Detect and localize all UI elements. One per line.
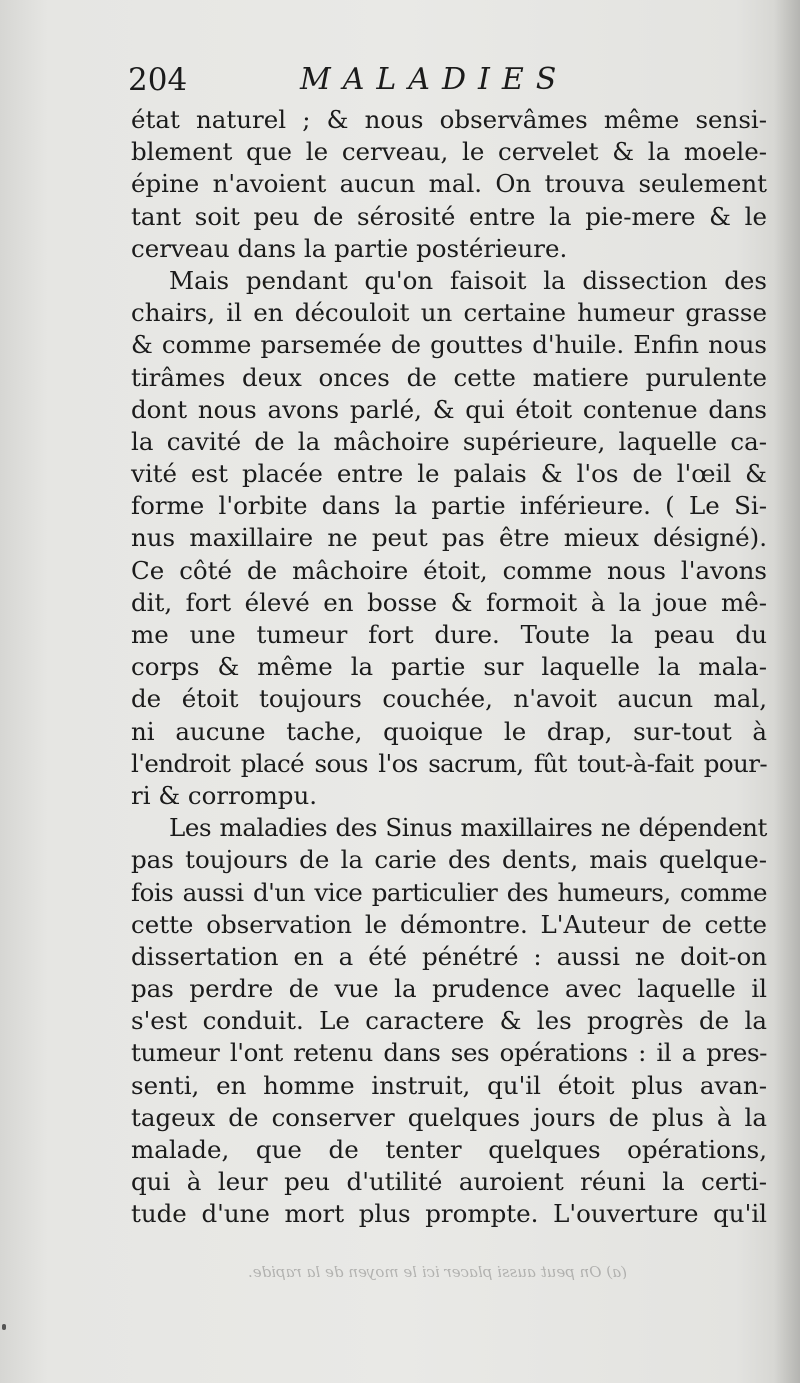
text-line: nus maxillaire ne peut pas être mieux désigné). <box>131 523 767 553</box>
text-line: senti, en homme instruit, qu'il étoit plus avan- <box>131 1070 767 1100</box>
bleed-through-text: (a) On peut aussi placer ici le moyen de la rapide. <box>248 1263 627 1281</box>
text-line: Les maladies des Sinus maxillaires ne dépendent <box>169 813 767 843</box>
text-line: malade, que de tenter quelques opérations, <box>131 1135 767 1164</box>
text-line: qui à leur peu d'utilité auroient réuni la certi- <box>131 1167 767 1197</box>
text-line: état naturel ; & nous observâmes même sensi- <box>131 105 767 134</box>
text-line: forme l'orbite dans la partie inférieure. ( Le Si- <box>131 491 767 521</box>
running-head: MALADIES <box>300 62 569 97</box>
text-line: tant soit peu de sérosité entre la pie-mere & le <box>131 201 767 231</box>
text-line: me une tumeur fort dure. Toute la peau du <box>131 620 767 649</box>
page-header <box>128 62 768 102</box>
text-line: corps & même la partie sur laquelle la mala- <box>131 652 767 682</box>
text-line: dont nous avons parlé, & qui étoit contenue dans <box>131 394 767 424</box>
text-line: tirâmes deux onces de cette matiere purulente <box>131 362 767 392</box>
page-number: 204 <box>128 62 188 98</box>
text-line: dit, fort élevé en bosse & formoit à la joue mê- <box>131 587 767 617</box>
gutter-shadow <box>774 0 800 1383</box>
text-line: ri & corrompu. <box>131 780 318 810</box>
text-line: tumeur l'ont retenu dans ses opérations : il a pres- <box>131 1038 767 1068</box>
text-line: & comme parsemée de gouttes d'huile. Enfin nous <box>131 330 767 360</box>
text-line: blement que le cerveau, le cervelet & la moele- <box>131 137 767 167</box>
text-line: épine n'avoient aucun mal. On trouva seulement <box>131 169 767 199</box>
text-line: vité est placée entre le palais & l'os de l'œil & <box>131 459 767 489</box>
text-line: chairs, il en découloit un certaine humeur grasse <box>131 298 767 328</box>
body-text <box>131 104 767 1231</box>
text-line: l'endroit placé sous l'os sacrum, fût tout-à-fait pour- <box>131 748 767 778</box>
text-line: ni aucune tache, quoique le drap, sur-tout à <box>131 716 767 746</box>
text-line: la cavité de la mâchoire supérieure, laquelle ca- <box>131 426 767 456</box>
text-line: s'est conduit. Le caractere & les progrès de la <box>131 1006 767 1036</box>
text-line: cette observation le démontre. L'Auteur de cette <box>131 909 767 939</box>
text-line: pas perdre de vue la prudence avec laquelle il <box>131 974 767 1004</box>
text-line: dissertation en a été pénétré : aussi ne doit-on <box>131 941 767 971</box>
text-line: tude d'une mort plus prompte. L'ouverture qu'il <box>131 1199 767 1229</box>
ink-speck <box>2 1324 6 1330</box>
text-line: de étoit toujours couchée, n'avoit aucun mal, <box>131 684 767 714</box>
text-line: cerveau dans la partie postérieure. <box>131 233 568 263</box>
text-line: tageux de conserver quelques jours de plus à la <box>131 1102 767 1132</box>
text-line: Ce côté de mâchoire étoit, comme nous l'avons <box>131 555 767 585</box>
text-line: fois aussi d'un vice particulier des humeurs, comme <box>131 877 767 907</box>
text-line: pas toujours de la carie des dents, mais quelque- <box>131 845 767 875</box>
text-line: Mais pendant qu'on faisoit la dissection des <box>169 265 767 295</box>
